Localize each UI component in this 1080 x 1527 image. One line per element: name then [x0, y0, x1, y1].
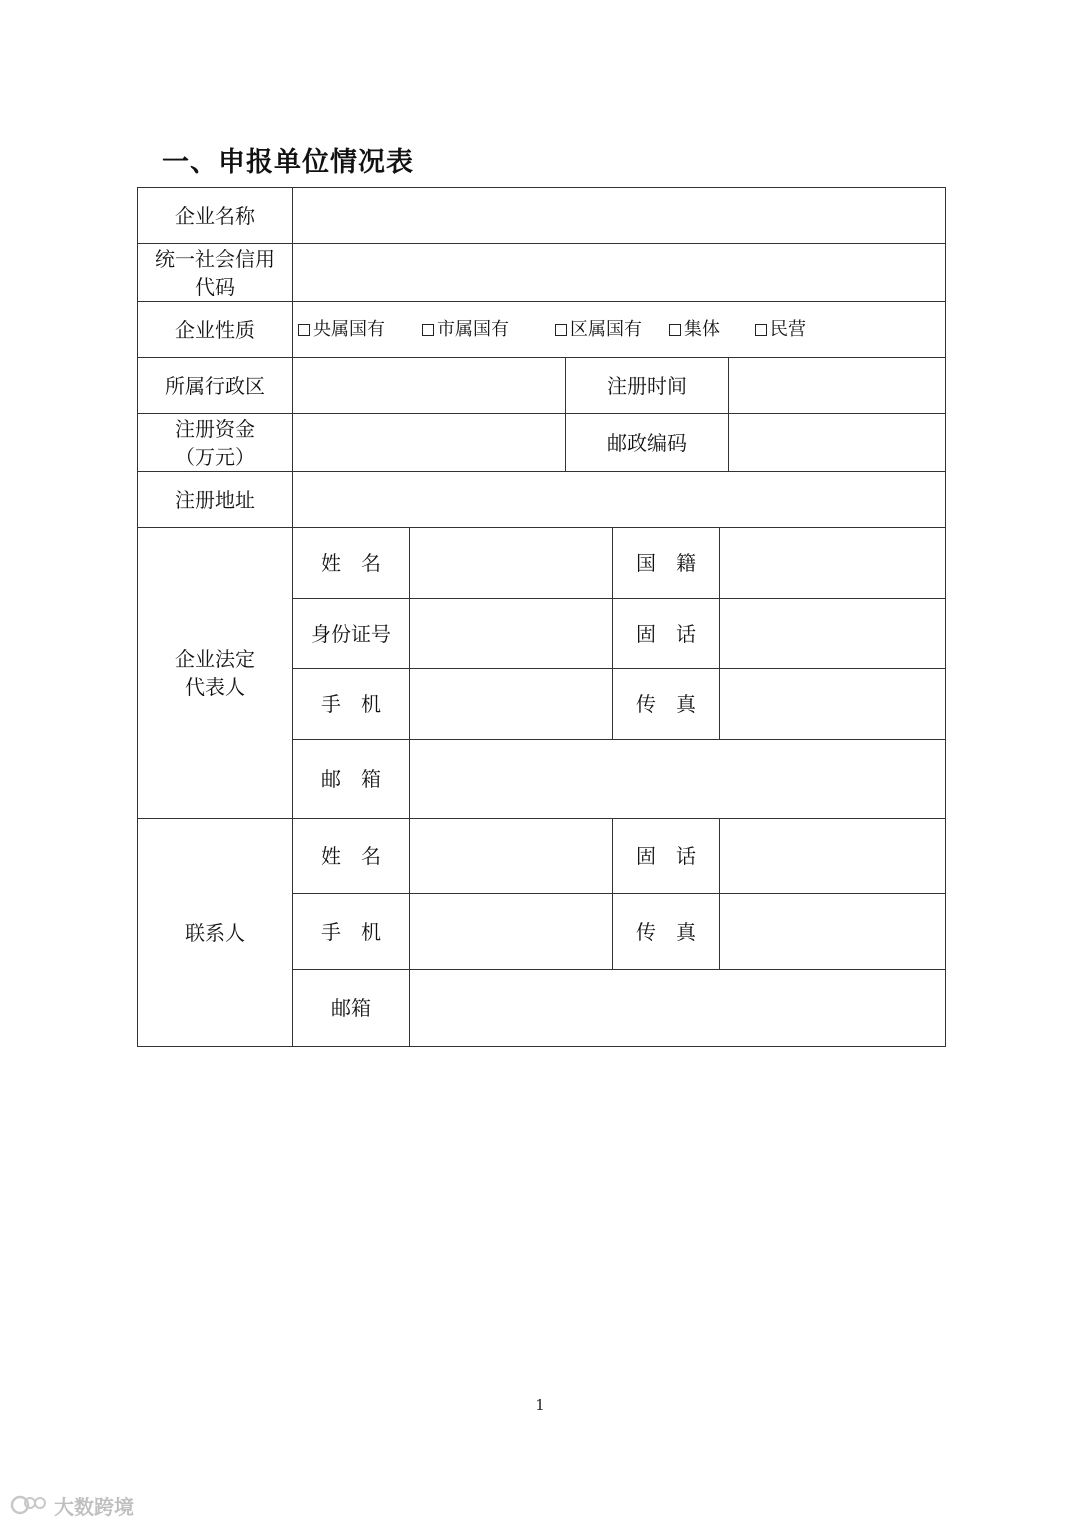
- watermark-logo-icon: [10, 1493, 50, 1517]
- contact-landline-field[interactable]: [719, 818, 946, 894]
- contact-email-field[interactable]: [409, 969, 946, 1047]
- contact-landline-label-text: 固 话: [636, 844, 696, 868]
- checkbox-icon[interactable]: [755, 324, 767, 336]
- legal-rep-name-label-text: 姓 名: [321, 551, 381, 575]
- company-name-label: [137, 187, 293, 244]
- nature-option-label: 央属国有: [313, 318, 385, 340]
- company-name-label-text: 企业名称: [175, 203, 255, 228]
- district-label-text: 所属行政区: [165, 373, 265, 398]
- contact-name-label-text: 姓 名: [321, 844, 381, 868]
- nature-option-label: 市属国有: [437, 318, 509, 340]
- legal-rep-id-field[interactable]: [409, 598, 613, 669]
- legal-rep-mobile-label: [292, 668, 410, 740]
- nature-option-label: 集体: [684, 318, 720, 340]
- postcode-field[interactable]: [728, 413, 946, 472]
- contact-email-label: [292, 969, 410, 1047]
- page-title: 一、申报单位情况表: [162, 147, 414, 178]
- legal-rep-name-field[interactable]: [409, 527, 613, 599]
- checkbox-icon[interactable]: [669, 324, 681, 336]
- contact-mobile-label: [292, 893, 410, 970]
- district-label: [137, 357, 293, 414]
- company-name-field[interactable]: [292, 187, 946, 244]
- legal-rep-fax-field[interactable]: [719, 668, 946, 740]
- legal-rep-label-line2: 代表人: [185, 675, 245, 699]
- legal-rep-landline-label: [612, 598, 720, 669]
- checkbox-icon[interactable]: [422, 324, 434, 336]
- credit-code-label-line2: 代码: [195, 274, 235, 299]
- legal-rep-landline-label-text: 固 话: [636, 621, 696, 646]
- company-nature-options: [292, 301, 946, 358]
- credit-code-label-line1: 统一社会信用: [155, 246, 275, 271]
- address-label: [137, 471, 293, 528]
- legal-rep-mobile-label-text: 手 机: [321, 692, 381, 716]
- contact-mobile-label-text: 手 机: [321, 919, 381, 944]
- legal-rep-email-label-text: 邮 箱: [321, 767, 381, 791]
- contact-landline-label: [612, 818, 720, 894]
- postcode-label-text: 邮政编码: [607, 430, 687, 455]
- capital-label: [137, 413, 293, 472]
- contact-fax-field[interactable]: [719, 893, 946, 970]
- contact-name-field[interactable]: [409, 818, 613, 894]
- company-nature-label-text: 企业性质: [175, 317, 255, 342]
- nature-option-label: 区属国有: [570, 318, 642, 340]
- credit-code-field[interactable]: [292, 243, 946, 302]
- nature-option-label: 民营: [770, 318, 806, 340]
- contact-mobile-field[interactable]: [409, 893, 613, 970]
- legal-rep-fax-label-text: 传 真: [636, 692, 696, 716]
- postcode-label: [565, 413, 729, 472]
- capital-label-line1: 注册资金: [175, 416, 255, 441]
- legal-rep-email-field[interactable]: [409, 739, 946, 819]
- address-label-text: 注册地址: [175, 487, 255, 512]
- address-field[interactable]: [292, 471, 946, 528]
- reg-time-label: [565, 357, 729, 414]
- contact-email-label-text: 邮箱: [331, 996, 371, 1020]
- watermark: [10, 1490, 134, 1520]
- legal-rep-section-label: [137, 527, 293, 819]
- legal-rep-mobile-field[interactable]: [409, 668, 613, 740]
- legal-rep-name-label: [292, 527, 410, 599]
- legal-rep-email-label: [292, 739, 410, 819]
- legal-rep-nationality-field[interactable]: [719, 527, 946, 599]
- nature-option-central-soe[interactable]: [298, 302, 385, 357]
- capital-field[interactable]: [292, 413, 566, 472]
- contact-name-label: [292, 818, 410, 894]
- legal-rep-nationality-label-text: 国 籍: [636, 551, 696, 575]
- legal-rep-label-line1: 企业法定: [175, 647, 255, 671]
- district-field[interactable]: [292, 357, 566, 414]
- legal-rep-landline-field[interactable]: [719, 598, 946, 669]
- checkbox-icon[interactable]: [298, 324, 310, 336]
- capital-label-line2: （万元）: [175, 444, 255, 469]
- nature-option-district-soe[interactable]: [555, 302, 642, 357]
- checkbox-icon[interactable]: [555, 324, 567, 336]
- page-number: 1: [535, 1396, 545, 1414]
- company-nature-label: [137, 301, 293, 358]
- legal-rep-nationality-label: [612, 527, 720, 599]
- nature-option-municipal-soe[interactable]: [422, 302, 509, 357]
- contact-fax-label: [612, 893, 720, 970]
- credit-code-label: [137, 243, 293, 302]
- nature-option-collective[interactable]: [669, 302, 720, 357]
- reg-time-label-text: 注册时间: [607, 373, 687, 398]
- legal-rep-fax-label: [612, 668, 720, 740]
- reg-time-field[interactable]: [728, 357, 946, 414]
- watermark-text: 大数跨境: [54, 1494, 134, 1519]
- nature-option-private[interactable]: [755, 302, 806, 357]
- contact-fax-label-text: 传 真: [636, 919, 696, 944]
- contact-section-label-text: 联系人: [185, 920, 245, 945]
- legal-rep-id-label: [292, 598, 410, 669]
- contact-section-label: [137, 818, 293, 1047]
- legal-rep-id-label-text: 身份证号: [311, 621, 391, 646]
